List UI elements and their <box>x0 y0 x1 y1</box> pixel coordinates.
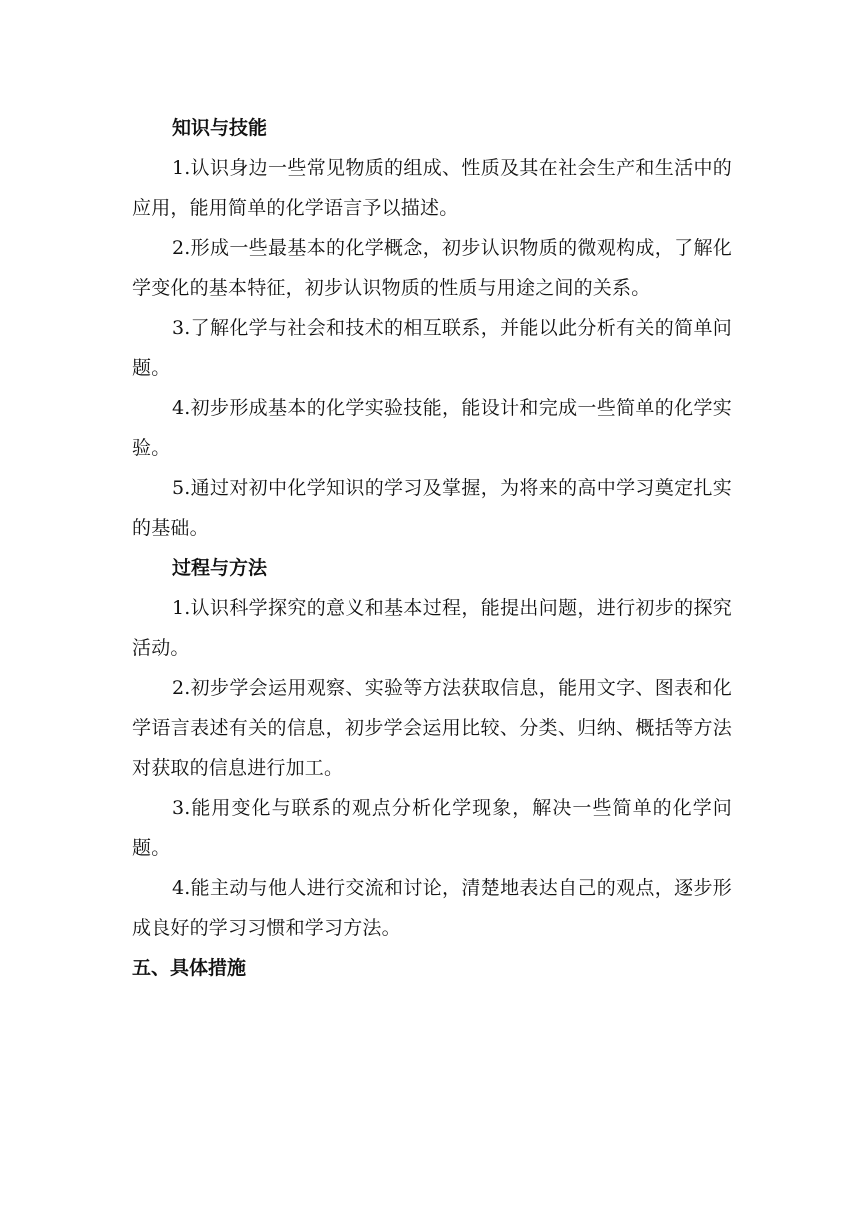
paragraph-item: 4.能主动与他人进行交流和讨论，清楚地表达自己的观点，逐步形成良好的学习习惯和学习方法。 <box>132 877 732 939</box>
paragraph-item: 3.能用变化与联系的观点分析化学现象，解决一些简单的化学问题。 <box>132 797 732 859</box>
section-heading-process-methods: 过程与方法 <box>172 557 268 579</box>
document-page <box>132 108 732 988</box>
paragraph-item: 2.形成一些最基本的化学概念，初步认识物质的微观构成，了解化学变化的基本特征，初步认识物质的性质与用途之间的关系。 <box>132 237 732 299</box>
chapter-heading-specific-measures: 五、具体措施 <box>132 957 247 979</box>
paragraph-item: 1.认识科学探究的意义和基本过程，能提出问题，进行初步的探究活动。 <box>132 597 732 659</box>
paragraph-item: 5.通过对初中化学知识的学习及掌握，为将来的高中学习奠定扎实的基础。 <box>132 477 732 539</box>
section-heading-knowledge-skills: 知识与技能 <box>172 117 268 139</box>
paragraph-item: 4.初步形成基本的化学实验技能，能设计和完成一些简单的化学实验。 <box>132 397 732 459</box>
paragraph-item: 3.了解化学与社会和技术的相互联系，并能以此分析有关的简单问题。 <box>132 317 732 379</box>
paragraph-item: 2.初步学会运用观察、实验等方法获取信息，能用文字、图表和化学语言表述有关的信息，初步学会运用比较、分类、归纳、概括等方法对获取的信息进行加工。 <box>132 677 732 779</box>
paragraph-item: 1.认识身边一些常见物质的组成、性质及其在社会生产和生活中的应用，能用简单的化学语言予以描述。 <box>132 157 732 219</box>
